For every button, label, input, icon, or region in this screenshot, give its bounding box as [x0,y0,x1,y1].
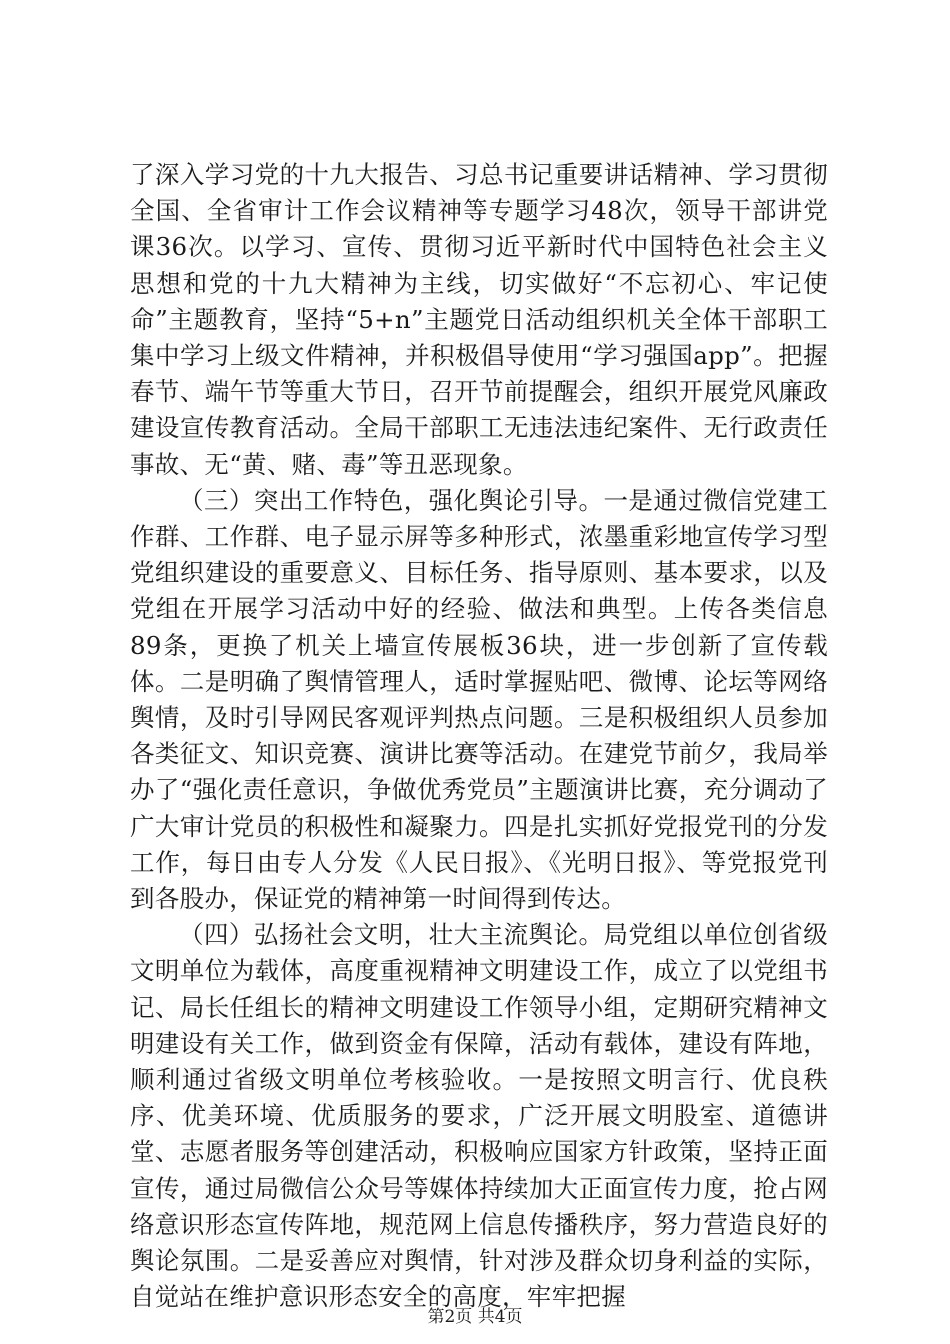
paragraph-3: （四）弘扬社会文明，壮大主流舆论。局党组以单位创省级文明单位为载体，高度重视精神文明建设工作，成立了以党组书记、局长任组长的精神文明建设工作领导小组，定期研究精神文明建设有关工作，做到资金有保障，活动有载体，建设有阵地，顺利通过省级文明单位考核验收。一是按照文明言行、优良秩序、优美环境、优质服务的要求，广泛开展文明股室、道德讲堂、志愿者服务等创建活动，积极响应国家方针政策，坚持正面宣传，通过局微信公众号等媒体持续加大正面宣传力度，抢占网络意识形态宣传阵地，规范网上信息传播秩序，努力营造良好的舆论氛围。二是妥善应对舆情，针对涉及群众切身利益的实际，自觉站在维护意识形态安全的高度，牢牢把握 [130,920,828,1312]
page-number-footer: 第2页 共4页 [427,1307,523,1327]
paragraph-1: 了深入学习党的十九大报告、习总书记重要讲话精神、学习贯彻全国、全省审计工作会议精神等专题学习48次，领导干部讲党课36次。以学习、宣传、贯彻习近平新时代中国特色社会主义思想和党的十九大精神为主线，切实做好“不忘初心、牢记使命”主题教育，坚持“5+n”主题党日活动组织机关全体干部职工集中学习上级文件精神，并积极倡导使用“学习强国app”。把握春节、端午节等重大节日，召开节前提醒会，组织开展党风廉政建设宣传教育活动。全局干部职工无违法违纪案件、无行政责任事故、无“黄、赌、毒”等丑恶现象。 [130,160,828,479]
paragraph-2: （三）突出工作特色，强化舆论引导。一是通过微信党建工作群、工作群、电子显示屏等多种形式，浓墨重彩地宣传学习型党组织建设的重要意义、目标任务、指导原则、基本要求，以及党组在开展学习活动中好的经验、做法和典型。上传各类信息89条，更换了机关上墙宣传展板36块，进一步创新了宣传载体。二是明确了舆情管理人，适时掌握贴吧、微博、论坛等网络舆情，及时引导网民客观评判热点问题。三是积极组织人员参加各类征文、知识竞赛、演讲比赛等活动。在建党节前夕，我局举办了“强化责任意识，争做优秀党员”主题演讲比赛，充分调动了广大审计党员的积极性和凝聚力。四是扎实抓好党报党刊的分发工作，每日由专人分发《人民日报》、《光明日报》、等党报党刊到各股办，保证党的精神第一时间得到传达。 [130,485,828,914]
document-body [130,157,828,1316]
